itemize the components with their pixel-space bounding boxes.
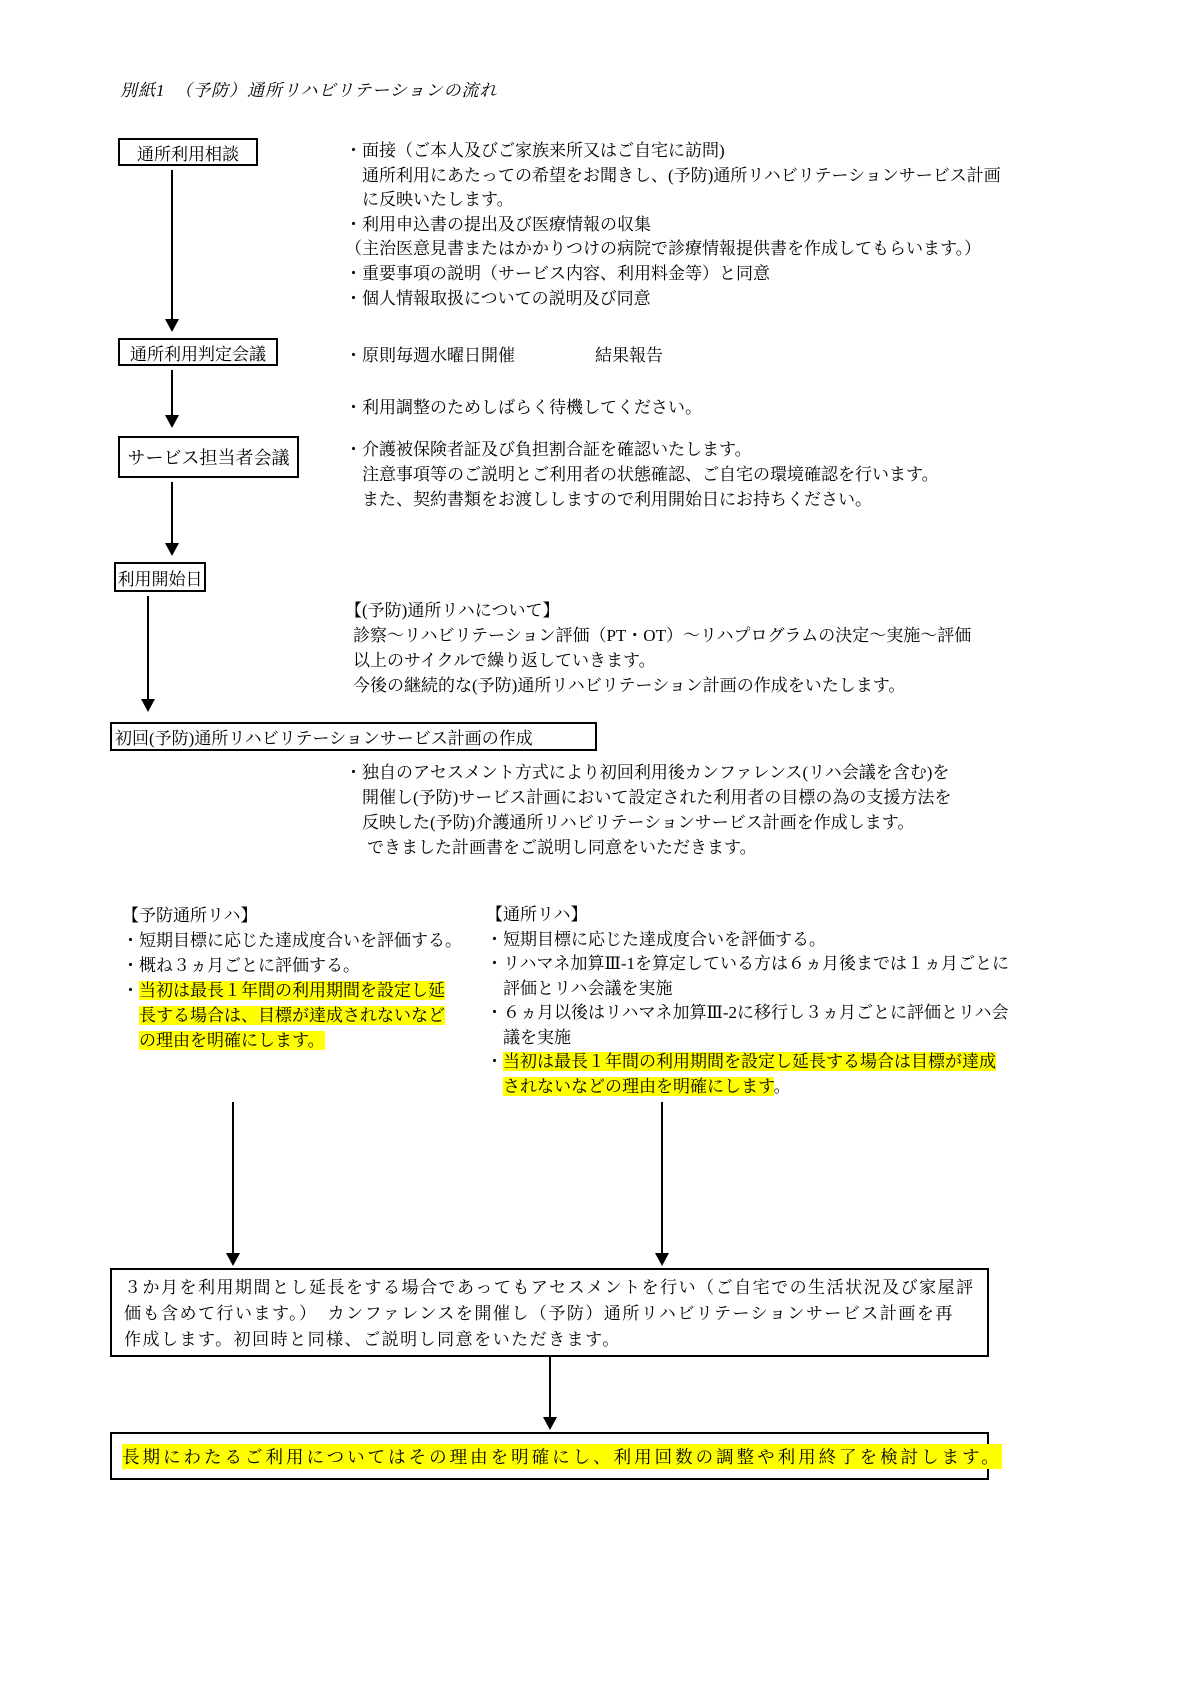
flow-box-first-plan-label: 初回(予防)通所リハビリテーションサービス計画の作成 <box>115 729 533 748</box>
reassess-box <box>110 1268 989 1357</box>
bullet: ・ <box>122 981 139 1000</box>
highlighted-text: 当初は最長１年間の利用期間を設定し延 <box>139 981 445 1000</box>
arrow-down-icon <box>549 1356 551 1418</box>
text-line: ３か月を利用期間とし延長をする場合であってもアセスメントを行い（ご自宅での生活状況及び家屋評 <box>124 1278 975 1297</box>
flow-box-consult <box>118 138 258 166</box>
flow-box-service-meeting-label: サービス担当者会議 <box>127 448 290 468</box>
text-line: 開催し(予防)サービス計画において設定された利用者の目標の為の支援方法を <box>362 788 952 807</box>
text-line: ・独自のアセスメント方式により初回利用後カンファレンス(リハ会議を含む)を <box>345 763 950 782</box>
flow-box-consult-label: 通所利用相談 <box>137 144 239 164</box>
text-line: ・リハマネ加算Ⅲ-1を算定している方は６ヵ月後までは１ヵ月ごとに <box>486 954 1010 973</box>
text-line <box>122 1003 462 1028</box>
text-line: ・利用申込書の提出及び医療情報の収集 <box>345 214 651 234</box>
text-line: ・介護被保険者証及び負担割合証を確認いたします。 <box>345 440 752 459</box>
first-plan-notes <box>345 760 951 860</box>
text-line: できました計画書をご説明し同意をいただきます。 <box>367 838 757 857</box>
text-line: 評価とリハ会議を実施 <box>503 978 673 998</box>
judge-result-note: 結果報告 <box>595 346 663 365</box>
judge-wait-note: ・利用調整のためしばらく待機してください。 <box>345 398 702 417</box>
longterm-box-text <box>112 1434 1002 1478</box>
flow-box-start-day <box>114 562 206 592</box>
text-line <box>122 978 462 1003</box>
rehab-about <box>345 598 971 698</box>
arrow-down-icon <box>171 482 173 544</box>
text-line: 作成します。初回時と同様、ご説明し同意をいただきます。 <box>124 1330 621 1349</box>
arrow-down-icon <box>232 1102 234 1254</box>
flow-box-service-meeting <box>118 436 299 478</box>
flow-box-start-day-label: 利用開始日 <box>117 569 203 589</box>
text-line: 議を実施 <box>503 1027 571 1047</box>
text-line: ・個人情報取扱についての説明及び同意 <box>345 288 651 308</box>
highlighted-text: されないなどの理由を明確にします <box>503 1076 774 1096</box>
longterm-box <box>110 1432 1002 1480</box>
text-line: ・６ヵ月以後はリハマネ加算Ⅲ-2に移行し３ヵ月ごとに評価とリハ会 <box>486 1003 1009 1022</box>
service-notes <box>345 437 939 512</box>
page-title: 別紙1 （予防）通所リハビリテーションの流れ <box>120 81 498 100</box>
highlighted-text: 当初は最長１年間の利用期間を設定し延長する場合は目標が達成 <box>503 1052 996 1071</box>
text-line: 診察～リハビリテーション評価（PT・OT）～リハプログラムの決定～実施～評価 <box>353 626 972 645</box>
text-tail: 。 <box>773 1076 791 1096</box>
text-line: ・面接（ご本人及びご家族来所又はご自宅に訪問) <box>345 141 725 160</box>
arrow-down-icon <box>171 170 173 320</box>
text-line <box>122 1028 462 1053</box>
highlighted-text: 長する場合は、目標が達成されないなど <box>139 1006 445 1025</box>
prevention-column <box>122 903 462 1053</box>
flow-box-judge <box>118 338 278 366</box>
arrow-down-icon <box>171 370 173 416</box>
section-header: 【予防通所リハ】 <box>122 906 258 925</box>
section-header: 【(予防)通所リハについて】 <box>345 601 560 620</box>
reassess-box-text <box>112 1270 987 1355</box>
text-line: に反映いたします。 <box>362 190 514 210</box>
flow-box-judge-label: 通所利用判定会議 <box>130 344 266 364</box>
highlighted-text: 長期にわたるご利用についてはその理由を明確にし、利用回数の調整や利用終了を検討します。 <box>122 1444 1002 1469</box>
text-line: ・重要事項の説明（サービス内容、利用料金等）と同意 <box>345 263 770 283</box>
text-line: 以上のサイクルで繰り返していきます。 <box>353 651 656 670</box>
text-line: 今後の継続的な(予防)通所リハビリテーション計画の作成をいたします。 <box>353 676 906 695</box>
text-line: 反映した(予防)介護通所リハビリテーションサービス計画を作成します。 <box>362 813 915 832</box>
judge-schedule-note: ・原則毎週水曜日開催 <box>345 346 515 365</box>
text-line: また、契約書類をお渡ししますので利用開始日にお持ちください。 <box>362 490 872 509</box>
text-line: （主治医意見書またはかかりつけの病院で診療情報提供書を作成してもらいます。） <box>345 239 982 259</box>
text-line: ・短期目標に応じた達成度合いを評価する。 <box>122 931 462 950</box>
flow-box-first-plan <box>110 722 597 751</box>
arrow-down-icon <box>147 596 149 700</box>
section-header: 【通所リハ】 <box>486 905 588 924</box>
bullet: ・ <box>486 1052 503 1071</box>
text-line: 価も含めて行います。） カンファレンスを開催し（予防）通所リハビリテーションサービス計画を再 <box>124 1304 954 1323</box>
text-line: ・短期目標に応じた達成度合いを評価する。 <box>486 929 826 949</box>
text-line: ・概ね３ヵ月ごとに評価する。 <box>122 956 360 975</box>
highlighted-text: の理由を明確にします。 <box>139 1031 325 1050</box>
regular-column <box>486 903 1009 1099</box>
text-line: 注意事項等のご説明とご利用者の状態確認、ご自宅の環境確認を行います。 <box>362 465 939 484</box>
arrow-down-icon <box>661 1102 663 1254</box>
text-line <box>486 1075 1009 1100</box>
text-line <box>486 1050 1009 1075</box>
consult-notes <box>345 139 1001 311</box>
text-line: 通所利用にあたっての希望をお聞きし、(予防)通所リハビリテーションサービス計画 <box>362 165 1001 185</box>
